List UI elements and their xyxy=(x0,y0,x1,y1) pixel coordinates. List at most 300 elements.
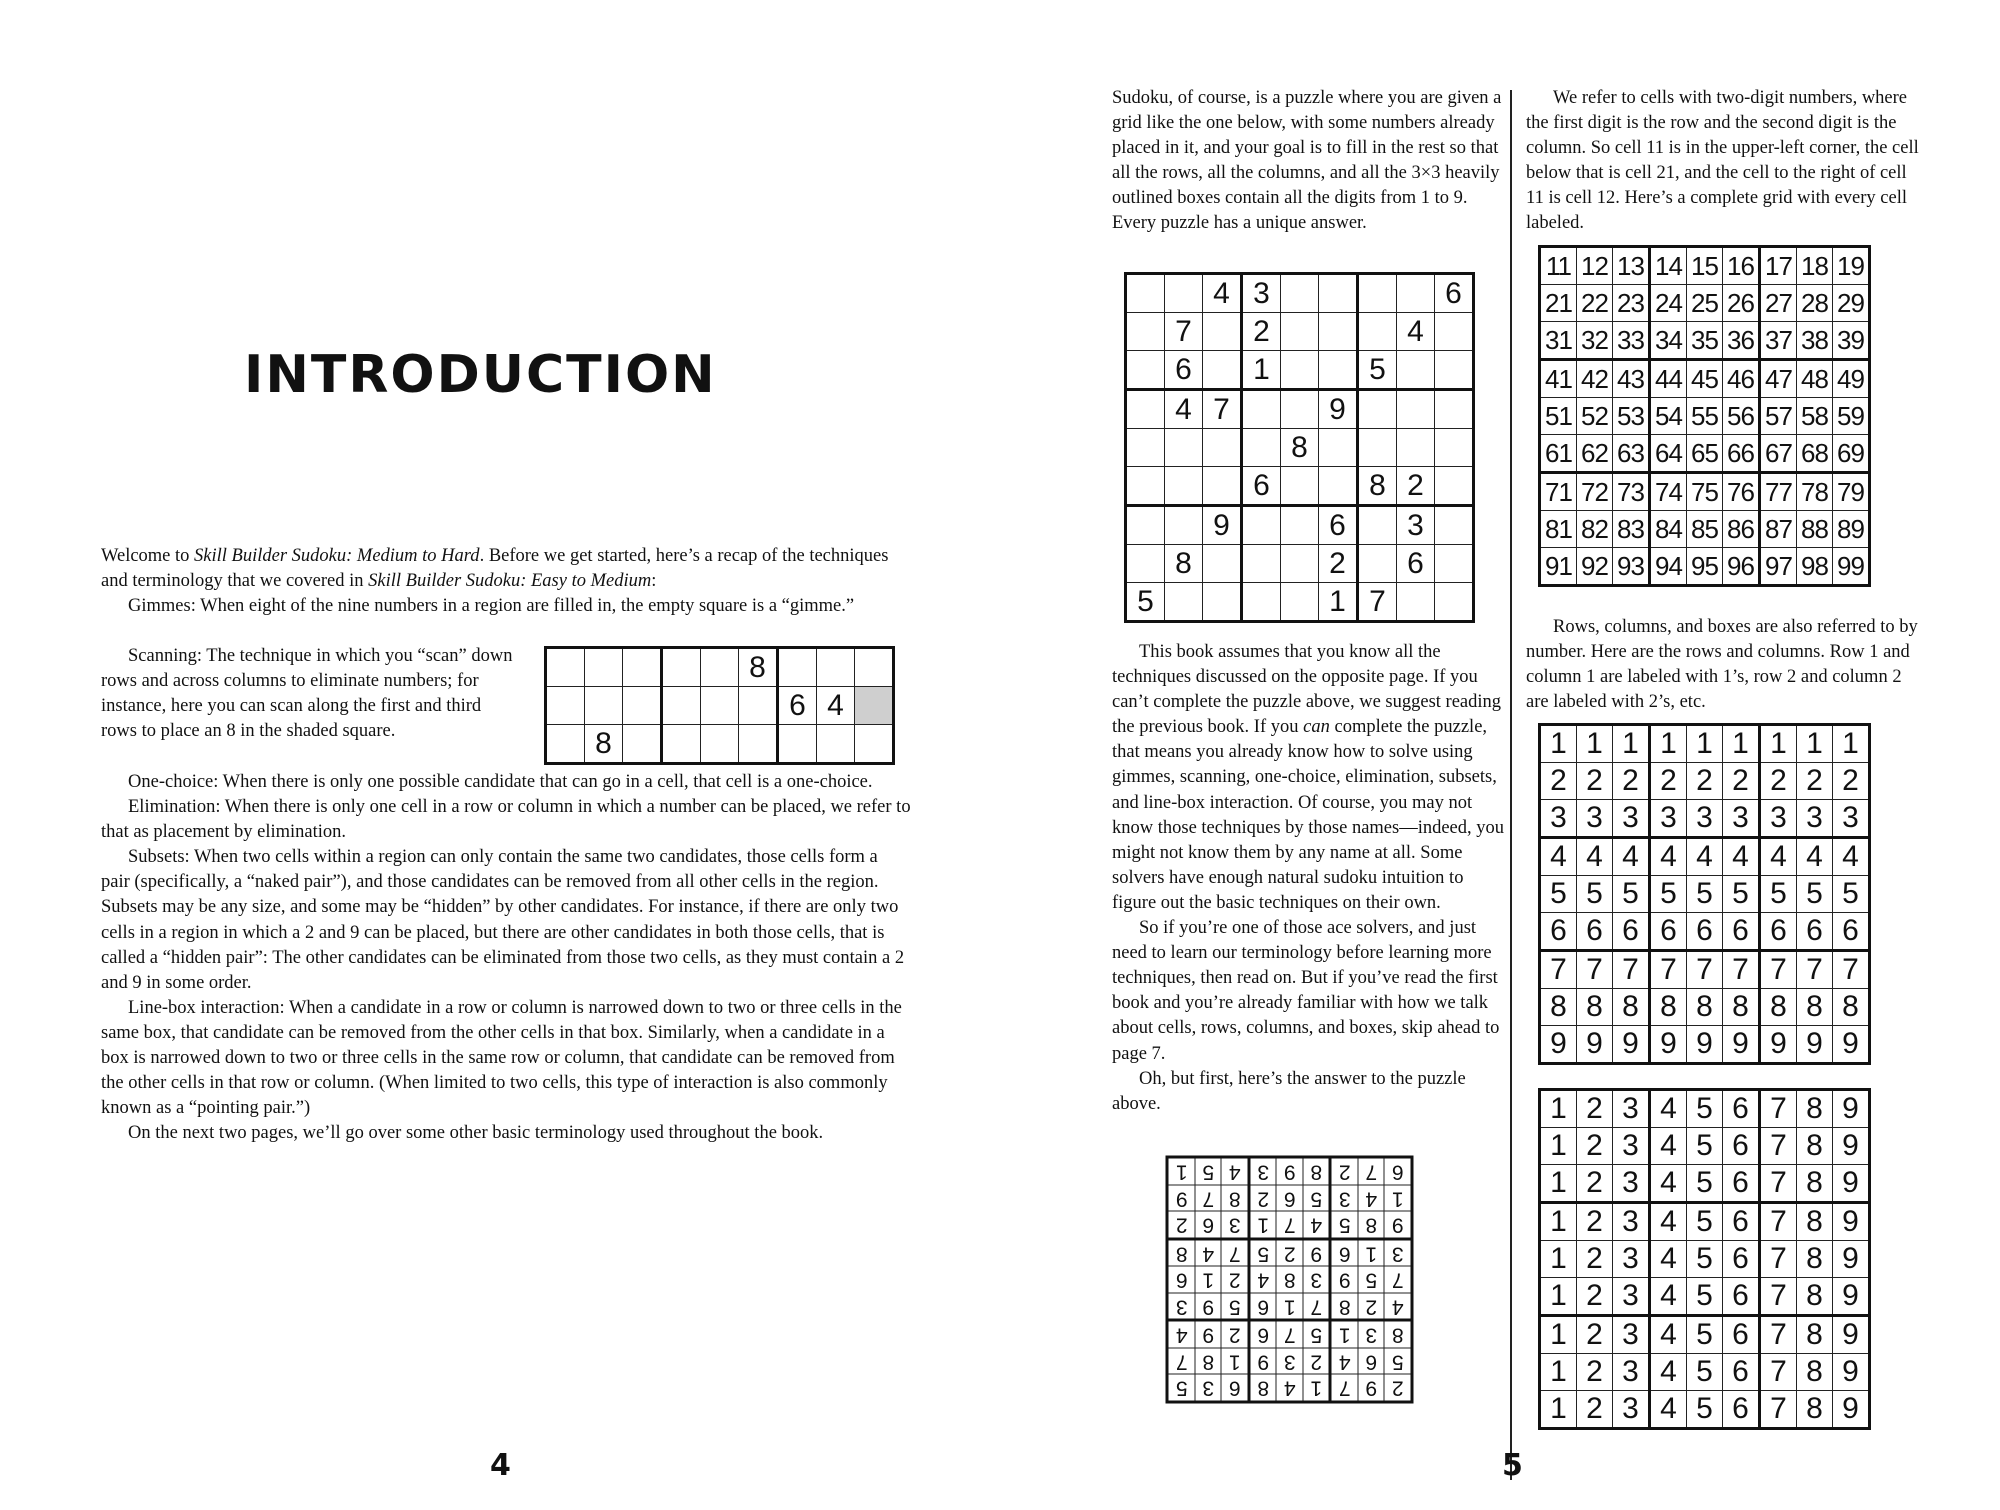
line-box-paragraph: Line-box interaction: When a candidate in a row or column is narrowed down to two or three cells in the same box, that candidate can be removed from the other cells in that box. Similarly, when a candidate in a box is narrowed down to two or three cells in the same row or column, that candidate can be removed from the other cells in that row or column. (When limited to two cells, this type of interaction is also commonly known as a “pointing pair.”) xyxy=(101,997,902,1119)
grid-cell: 1 xyxy=(1833,725,1870,763)
grid-cell xyxy=(701,687,739,725)
scanning-example-grid xyxy=(544,646,895,765)
grid-cell xyxy=(1165,583,1203,622)
grid-cell: 72 xyxy=(1577,473,1613,511)
grid-cell: 31 xyxy=(1540,322,1577,360)
grid-cell: 8 xyxy=(1165,545,1203,583)
grid-cell xyxy=(1281,583,1319,622)
grid-cell: 4 xyxy=(1277,1375,1304,1403)
grid-cell: 9 xyxy=(1760,1026,1797,1064)
grid-cell: 5 xyxy=(1687,1354,1723,1391)
grid-cell: 8 xyxy=(1222,1185,1250,1212)
grid-cell: 2 xyxy=(1760,763,1797,800)
grid-cell: 8 xyxy=(1331,1293,1359,1321)
grid-cell: 1 xyxy=(1540,1278,1577,1316)
grid-cell: 81 xyxy=(1540,511,1577,548)
grid-cell: 8 xyxy=(1797,1354,1833,1391)
grid-cell: 7 xyxy=(1760,1278,1797,1316)
grid-cell: 7 xyxy=(1303,1293,1331,1321)
grid-cell: 8 xyxy=(1797,1165,1833,1203)
grid-cell: 5 xyxy=(1687,1391,1723,1429)
grid-cell: 3 xyxy=(1613,1203,1650,1241)
grid-cell: 54 xyxy=(1650,398,1687,435)
grid-cell: 8 xyxy=(1650,989,1687,1026)
grid-cell: 2 xyxy=(1797,763,1833,800)
grid-cell: 26 xyxy=(1723,285,1760,322)
grid-cell: 4 xyxy=(1650,1278,1687,1316)
column-number-grid xyxy=(1538,1088,1871,1430)
grid-row xyxy=(1126,390,1474,429)
grid-cell: 7 xyxy=(1760,1391,1797,1429)
grid-cell: 2 xyxy=(1397,467,1435,506)
grid-cell xyxy=(623,648,662,687)
grid-cell: 9 xyxy=(1613,1026,1650,1064)
grid-row xyxy=(1126,583,1474,622)
grid-cell: 13 xyxy=(1613,247,1650,285)
grid-cell: 58 xyxy=(1797,398,1833,435)
grid-cell: 8 xyxy=(1540,989,1577,1026)
grid-cell: 2 xyxy=(1222,1267,1250,1294)
grid-cell: 5 xyxy=(1358,351,1397,390)
grid-cell: 6 xyxy=(1195,1212,1222,1240)
grid-cell: 9 xyxy=(1833,1165,1870,1203)
grid-cell: 2 xyxy=(1577,1278,1613,1316)
grid-cell xyxy=(855,725,894,764)
grid-cell: 4 xyxy=(1650,1090,1687,1128)
grid-cell: 29 xyxy=(1833,285,1870,322)
cell-naming-paragraph: We refer to cells with two-digit numbers, where the first digit is the row and the second digit is the column. So cell 11 is in the upper-left corner, the cell below that is cell 21, and the cell to the right of cell 11 is cell 12. Here’s a complete grid with every cell labeled. xyxy=(1526,88,1919,234)
grid-cell xyxy=(1435,506,1474,545)
grid-row xyxy=(1540,725,1870,763)
grid-cell: 3 xyxy=(1195,1375,1222,1403)
grid-cell: 6 xyxy=(1385,1158,1413,1186)
grid-cell xyxy=(1203,429,1242,467)
intro-text-1: Welcome to xyxy=(101,546,195,566)
grid-cell: 4 xyxy=(1577,838,1613,876)
grid-cell: 6 xyxy=(1797,913,1833,951)
grid-cell: 3 xyxy=(1797,800,1833,838)
grid-cell: 9 xyxy=(1833,1026,1870,1064)
grid-cell: 7 xyxy=(1613,951,1650,989)
grid-row xyxy=(1540,247,1870,285)
grid-cell: 8 xyxy=(1277,1267,1304,1294)
grid-cell: 2 xyxy=(1577,763,1613,800)
grid-cell: 3 xyxy=(1613,1316,1650,1354)
grid-cell xyxy=(1203,467,1242,506)
grid-cell xyxy=(1126,313,1165,351)
grid-cell: 7 xyxy=(1760,951,1797,989)
grid-row xyxy=(546,648,894,687)
grid-cell: 43 xyxy=(1613,360,1650,398)
grid-cell: 3 xyxy=(1613,1391,1650,1429)
grid-cell: 4 xyxy=(1797,838,1833,876)
grid-cell: 9 xyxy=(1797,1026,1833,1064)
grid-cell: 7 xyxy=(1168,1348,1196,1375)
grid-row xyxy=(1168,1293,1413,1321)
grid-cell: 6 xyxy=(1723,913,1760,951)
grid-cell: 4 xyxy=(1385,1293,1413,1321)
gimmes-paragraph: Gimmes: When eight of the nine numbers in a region are filled in, the empty square is a “gimme.” xyxy=(128,596,855,617)
grid-row xyxy=(1540,763,1870,800)
grid-cell: 6 xyxy=(1397,545,1435,583)
grid-cell: 7 xyxy=(1650,951,1687,989)
grid-cell: 24 xyxy=(1650,285,1687,322)
grid-row xyxy=(1540,951,1870,989)
grid-cell: 38 xyxy=(1797,322,1833,360)
grid-cell: 18 xyxy=(1797,247,1833,285)
grid-cell: 2 xyxy=(1331,1158,1359,1186)
grid-cell: 6 xyxy=(1331,1239,1359,1267)
grid-cell: 1 xyxy=(1540,1090,1577,1128)
grid-row xyxy=(1168,1239,1413,1267)
grid-cell: 73 xyxy=(1613,473,1650,511)
grid-cell xyxy=(1435,467,1474,506)
grid-cell: 1 xyxy=(1277,1293,1304,1321)
grid-cell: 5 xyxy=(1650,876,1687,913)
grid-cell: 33 xyxy=(1613,322,1650,360)
grid-cell: 5 xyxy=(1687,1316,1723,1354)
grid-cell xyxy=(1281,506,1319,545)
grid-cell xyxy=(1126,467,1165,506)
grid-cell xyxy=(1397,583,1435,622)
grid-cell: 82 xyxy=(1577,511,1613,548)
grid-cell: 3 xyxy=(1397,506,1435,545)
grid-cell: 8 xyxy=(739,648,778,687)
grid-cell: 93 xyxy=(1613,548,1650,586)
grid-cell xyxy=(1397,390,1435,429)
grid-cell: 7 xyxy=(1203,390,1242,429)
grid-cell: 8 xyxy=(1168,1239,1196,1267)
grid-cell xyxy=(546,725,585,764)
grid-cell: 8 xyxy=(1577,989,1613,1026)
grid-cell: 1 xyxy=(1760,725,1797,763)
grid-cell xyxy=(1319,429,1358,467)
grid-cell: 4 xyxy=(1650,1165,1687,1203)
grid-cell: 1 xyxy=(1540,1391,1577,1429)
grid-row xyxy=(1126,429,1474,467)
grid-cell: 49 xyxy=(1833,360,1870,398)
page-number-right: 5 xyxy=(1502,1448,1523,1483)
grid-cell: 2 xyxy=(1577,1090,1613,1128)
grid-cell: 5 xyxy=(1195,1158,1222,1186)
grid-cell xyxy=(546,687,585,725)
grid-row xyxy=(1168,1185,1413,1212)
grid-cell: 9 xyxy=(1385,1212,1413,1240)
grid-cell: 7 xyxy=(1760,1354,1797,1391)
grid-cell: 69 xyxy=(1833,435,1870,473)
grid-cell: 5 xyxy=(1687,1241,1723,1278)
grid-cell xyxy=(1281,313,1319,351)
grid-row xyxy=(1540,1090,1870,1128)
grid-cell: 44 xyxy=(1650,360,1687,398)
grid-cell: 99 xyxy=(1833,548,1870,586)
grid-cell: 4 xyxy=(1303,1212,1331,1240)
grid-cell: 7 xyxy=(1760,1165,1797,1203)
grid-cell xyxy=(1126,545,1165,583)
grid-cell: 8 xyxy=(1249,1375,1277,1403)
grid-cell: 6 xyxy=(1833,913,1870,951)
book-title: Skill Builder Sudoku: Medium to Hard xyxy=(194,546,480,566)
grid-row xyxy=(1168,1267,1413,1294)
grid-cell: 3 xyxy=(1613,1090,1650,1128)
grid-cell xyxy=(1126,429,1165,467)
grid-cell: 9 xyxy=(1577,1026,1613,1064)
grid-cell: 47 xyxy=(1760,360,1797,398)
grid-row xyxy=(1540,1203,1870,1241)
grid-cell: 76 xyxy=(1723,473,1760,511)
grid-cell xyxy=(1319,467,1358,506)
grid-cell: 3 xyxy=(1650,800,1687,838)
grid-cell xyxy=(585,687,623,725)
grid-cell: 9 xyxy=(1319,390,1358,429)
grid-cell: 9 xyxy=(1358,1375,1385,1403)
grid-cell xyxy=(817,648,855,687)
grid-cell: 71 xyxy=(1540,473,1577,511)
grid-cell: 52 xyxy=(1577,398,1613,435)
grid-cell: 1 xyxy=(1168,1158,1196,1186)
grid-cell: 2 xyxy=(1249,1185,1277,1212)
grid-cell: 6 xyxy=(1249,1321,1277,1349)
grid-cell: 9 xyxy=(1195,1293,1222,1321)
grid-cell: 9 xyxy=(1203,506,1242,545)
grid-row xyxy=(546,687,894,725)
grid-cell: 1 xyxy=(1242,351,1281,390)
grid-cell: 95 xyxy=(1687,548,1723,586)
grid-cell: 1 xyxy=(1331,1321,1359,1349)
grid-cell xyxy=(1281,467,1319,506)
cell-label-grid xyxy=(1538,245,1871,587)
grid-cell xyxy=(1435,390,1474,429)
grid-cell: 4 xyxy=(1222,1158,1250,1186)
grid-cell: 2 xyxy=(1577,1391,1613,1429)
grid-cell: 6 xyxy=(1358,1348,1385,1375)
grid-cell: 3 xyxy=(1222,1212,1250,1240)
grid-cell: 74 xyxy=(1650,473,1687,511)
grid-row xyxy=(1540,1241,1870,1278)
grid-cell: 6 xyxy=(1723,1278,1760,1316)
grid-cell: 4 xyxy=(1650,1241,1687,1278)
grid-cell: 7 xyxy=(1760,1090,1797,1128)
grid-cell: 3 xyxy=(1249,1158,1277,1186)
grid-cell: 5 xyxy=(1760,876,1797,913)
grid-cell: 89 xyxy=(1833,511,1870,548)
grid-cell: 4 xyxy=(1833,838,1870,876)
grid-cell: 2 xyxy=(1650,763,1687,800)
grid-cell: 2 xyxy=(1577,1203,1613,1241)
assumptions-text-b: complete the puzzle, that means you already know how to solve using gimmes, scanning, one-choice, elimination, subsets, and line-box interaction. Of course, you may not know those techniques by those names—indeed, you might not know them by any name at all. Some solvers have enough natural sudoku intuition to figure out the basic techniques on their own. xyxy=(1112,717,1505,913)
grid-cell: 3 xyxy=(1613,1241,1650,1278)
grid-cell: 91 xyxy=(1540,548,1577,586)
grid-cell: 7 xyxy=(1797,951,1833,989)
grid-cell: 9 xyxy=(1303,1239,1331,1267)
grid-cell: 1 xyxy=(1540,1203,1577,1241)
grid-cell: 5 xyxy=(1331,1212,1359,1240)
grid-cell: 3 xyxy=(1760,800,1797,838)
grid-cell xyxy=(855,648,894,687)
grid-cell: 5 xyxy=(1385,1348,1413,1375)
grid-cell: 5 xyxy=(1687,1165,1723,1203)
grid-cell: 2 xyxy=(1319,545,1358,583)
grid-cell: 16 xyxy=(1723,247,1760,285)
grid-cell: 79 xyxy=(1833,473,1870,511)
grid-cell: 7 xyxy=(1358,583,1397,622)
grid-cell: 6 xyxy=(1723,1165,1760,1203)
grid-cell: 6 xyxy=(1222,1375,1250,1403)
grid-cell: 6 xyxy=(1613,913,1650,951)
grid-cell: 39 xyxy=(1833,322,1870,360)
grid-cell: 2 xyxy=(1577,1165,1613,1203)
grid-cell: 7 xyxy=(1760,1241,1797,1278)
grid-cell: 3 xyxy=(1613,1278,1650,1316)
grid-cell xyxy=(1203,313,1242,351)
grid-cell xyxy=(1319,313,1358,351)
answer-intro-paragraph: Oh, but first, here’s the answer to the puzzle above. xyxy=(1112,1068,1466,1114)
grid-cell: 4 xyxy=(1397,313,1435,351)
grid-row xyxy=(1540,1278,1870,1316)
grid-row xyxy=(546,725,894,764)
grid-cell: 2 xyxy=(1687,763,1723,800)
grid-cell: 5 xyxy=(1303,1321,1331,1349)
grid-cell: 9 xyxy=(1723,1026,1760,1064)
grid-cell: 5 xyxy=(1723,876,1760,913)
grid-cell xyxy=(1435,429,1474,467)
grid-cell: 6 xyxy=(1687,913,1723,951)
grid-cell: 12 xyxy=(1577,247,1613,285)
grid-cell: 9 xyxy=(1833,1128,1870,1165)
grid-cell: 3 xyxy=(1613,1128,1650,1165)
grid-cell: 22 xyxy=(1577,285,1613,322)
grid-cell xyxy=(1242,545,1281,583)
rows-columns-section xyxy=(1526,615,1926,715)
grid-cell: 1 xyxy=(1540,1241,1577,1278)
grid-cell xyxy=(1358,390,1397,429)
grid-cell: 5 xyxy=(1126,583,1165,622)
next-pages-paragraph: On the next two pages, we’ll go over some other basic terminology used throughout the book. xyxy=(128,1123,824,1144)
grid-cell: 3 xyxy=(1331,1185,1359,1212)
one-choice-paragraph: One-choice: When there is only one possible candidate that can go in a cell, that cell is a one-choice. xyxy=(128,772,873,792)
grid-cell: 32 xyxy=(1577,322,1613,360)
scanning-section xyxy=(101,644,521,744)
grid-row xyxy=(1168,1348,1413,1375)
grid-cell: 8 xyxy=(1797,1090,1833,1128)
grid-cell: 4 xyxy=(1650,1203,1687,1241)
grid-cell: 4 xyxy=(1650,1128,1687,1165)
grid-cell: 9 xyxy=(1540,1026,1577,1064)
grid-cell xyxy=(1358,313,1397,351)
grid-cell: 1 xyxy=(1577,725,1613,763)
example-puzzle-grid xyxy=(1124,272,1475,623)
grid-cell: 8 xyxy=(1797,1128,1833,1165)
grid-cell: 19 xyxy=(1833,247,1870,285)
grid-cell: 3 xyxy=(1613,1165,1650,1203)
grid-cell xyxy=(1281,390,1319,429)
grid-cell: 6 xyxy=(1249,1293,1277,1321)
grid-row xyxy=(1540,511,1870,548)
page-number-left: 4 xyxy=(490,1448,511,1483)
grid-cell: 5 xyxy=(1577,876,1613,913)
grid-cell xyxy=(1435,351,1474,390)
grid-row xyxy=(1540,322,1870,360)
grid-cell: 4 xyxy=(1723,838,1760,876)
grid-cell xyxy=(1203,545,1242,583)
grid-cell: 15 xyxy=(1687,247,1723,285)
grid-cell: 62 xyxy=(1577,435,1613,473)
grid-cell xyxy=(778,648,817,687)
grid-cell: 3 xyxy=(1385,1239,1413,1267)
grid-cell xyxy=(701,648,739,687)
grid-cell xyxy=(1397,429,1435,467)
grid-cell: 45 xyxy=(1687,360,1723,398)
grid-row xyxy=(1540,285,1870,322)
grid-cell: 1 xyxy=(1540,1354,1577,1391)
grid-row xyxy=(1540,398,1870,435)
grid-cell xyxy=(1281,545,1319,583)
grid-cell: 21 xyxy=(1540,285,1577,322)
grid-cell: 3 xyxy=(1540,800,1577,838)
grid-cell xyxy=(1435,583,1474,622)
grid-cell: 6 xyxy=(1277,1185,1304,1212)
grid-row xyxy=(1540,989,1870,1026)
grid-cell: 3 xyxy=(1277,1348,1304,1375)
grid-cell xyxy=(1358,506,1397,545)
grid-cell: 83 xyxy=(1613,511,1650,548)
grid-cell: 3 xyxy=(1723,800,1760,838)
grid-cell: 1 xyxy=(1540,725,1577,763)
grid-cell: 75 xyxy=(1687,473,1723,511)
grid-cell: 2 xyxy=(1168,1212,1196,1240)
subsets-paragraph: Subsets: When two cells within a region can only contain the same two candidates, those cells form a pair (specifically, a “naked pair”), and those candidates can be removed from all other cells in the region. Subsets may be any size, and some may be “hidden” by other candidates. For instance, if there are only two cells in a region in which a 2 and 9 can be placed, but there are other candidates in both those cells, that is called a “hidden pair”: The other candidates can be eliminated from those two cells, as they must contain a 2 and 9 in some order. xyxy=(101,847,905,993)
grid-cell: 4 xyxy=(1168,1321,1196,1349)
grid-cell: 14 xyxy=(1650,247,1687,285)
grid-cell: 5 xyxy=(1797,876,1833,913)
grid-cell xyxy=(1358,274,1397,313)
grid-cell: 9 xyxy=(1833,1278,1870,1316)
grid-cell: 7 xyxy=(1385,1267,1413,1294)
grid-cell: 9 xyxy=(1833,1354,1870,1391)
column-divider xyxy=(1510,90,1512,1480)
grid-cell: 7 xyxy=(1165,313,1203,351)
grid-cell: 8 xyxy=(1797,1241,1833,1278)
grid-cell: 6 xyxy=(1723,1128,1760,1165)
grid-row xyxy=(1126,467,1474,506)
grid-cell: 6 xyxy=(1723,1203,1760,1241)
grid-cell: 92 xyxy=(1577,548,1613,586)
grid-cell: 3 xyxy=(1613,1354,1650,1391)
grid-cell: 5 xyxy=(1687,1278,1723,1316)
grid-cell: 53 xyxy=(1613,398,1650,435)
grid-cell: 3 xyxy=(1687,800,1723,838)
grid-cell xyxy=(1126,274,1165,313)
grid-cell xyxy=(662,687,701,725)
grid-cell: 8 xyxy=(1303,1158,1331,1186)
grid-cell: 23 xyxy=(1613,285,1650,322)
grid-cell: 2 xyxy=(1242,313,1281,351)
grid-cell: 6 xyxy=(1723,1354,1760,1391)
grid-row xyxy=(1126,351,1474,390)
grid-row xyxy=(1540,1165,1870,1203)
grid-cell xyxy=(1242,583,1281,622)
grid-cell xyxy=(1242,390,1281,429)
grid-cell: 4 xyxy=(1203,274,1242,313)
grid-cell: 6 xyxy=(1242,467,1281,506)
grid-cell: 3 xyxy=(1358,1321,1385,1349)
grid-cell: 35 xyxy=(1687,322,1723,360)
grid-cell xyxy=(778,725,817,764)
grid-row xyxy=(1540,473,1870,511)
grid-cell xyxy=(1397,274,1435,313)
grid-cell: 7 xyxy=(1358,1158,1385,1186)
grid-cell xyxy=(1203,351,1242,390)
